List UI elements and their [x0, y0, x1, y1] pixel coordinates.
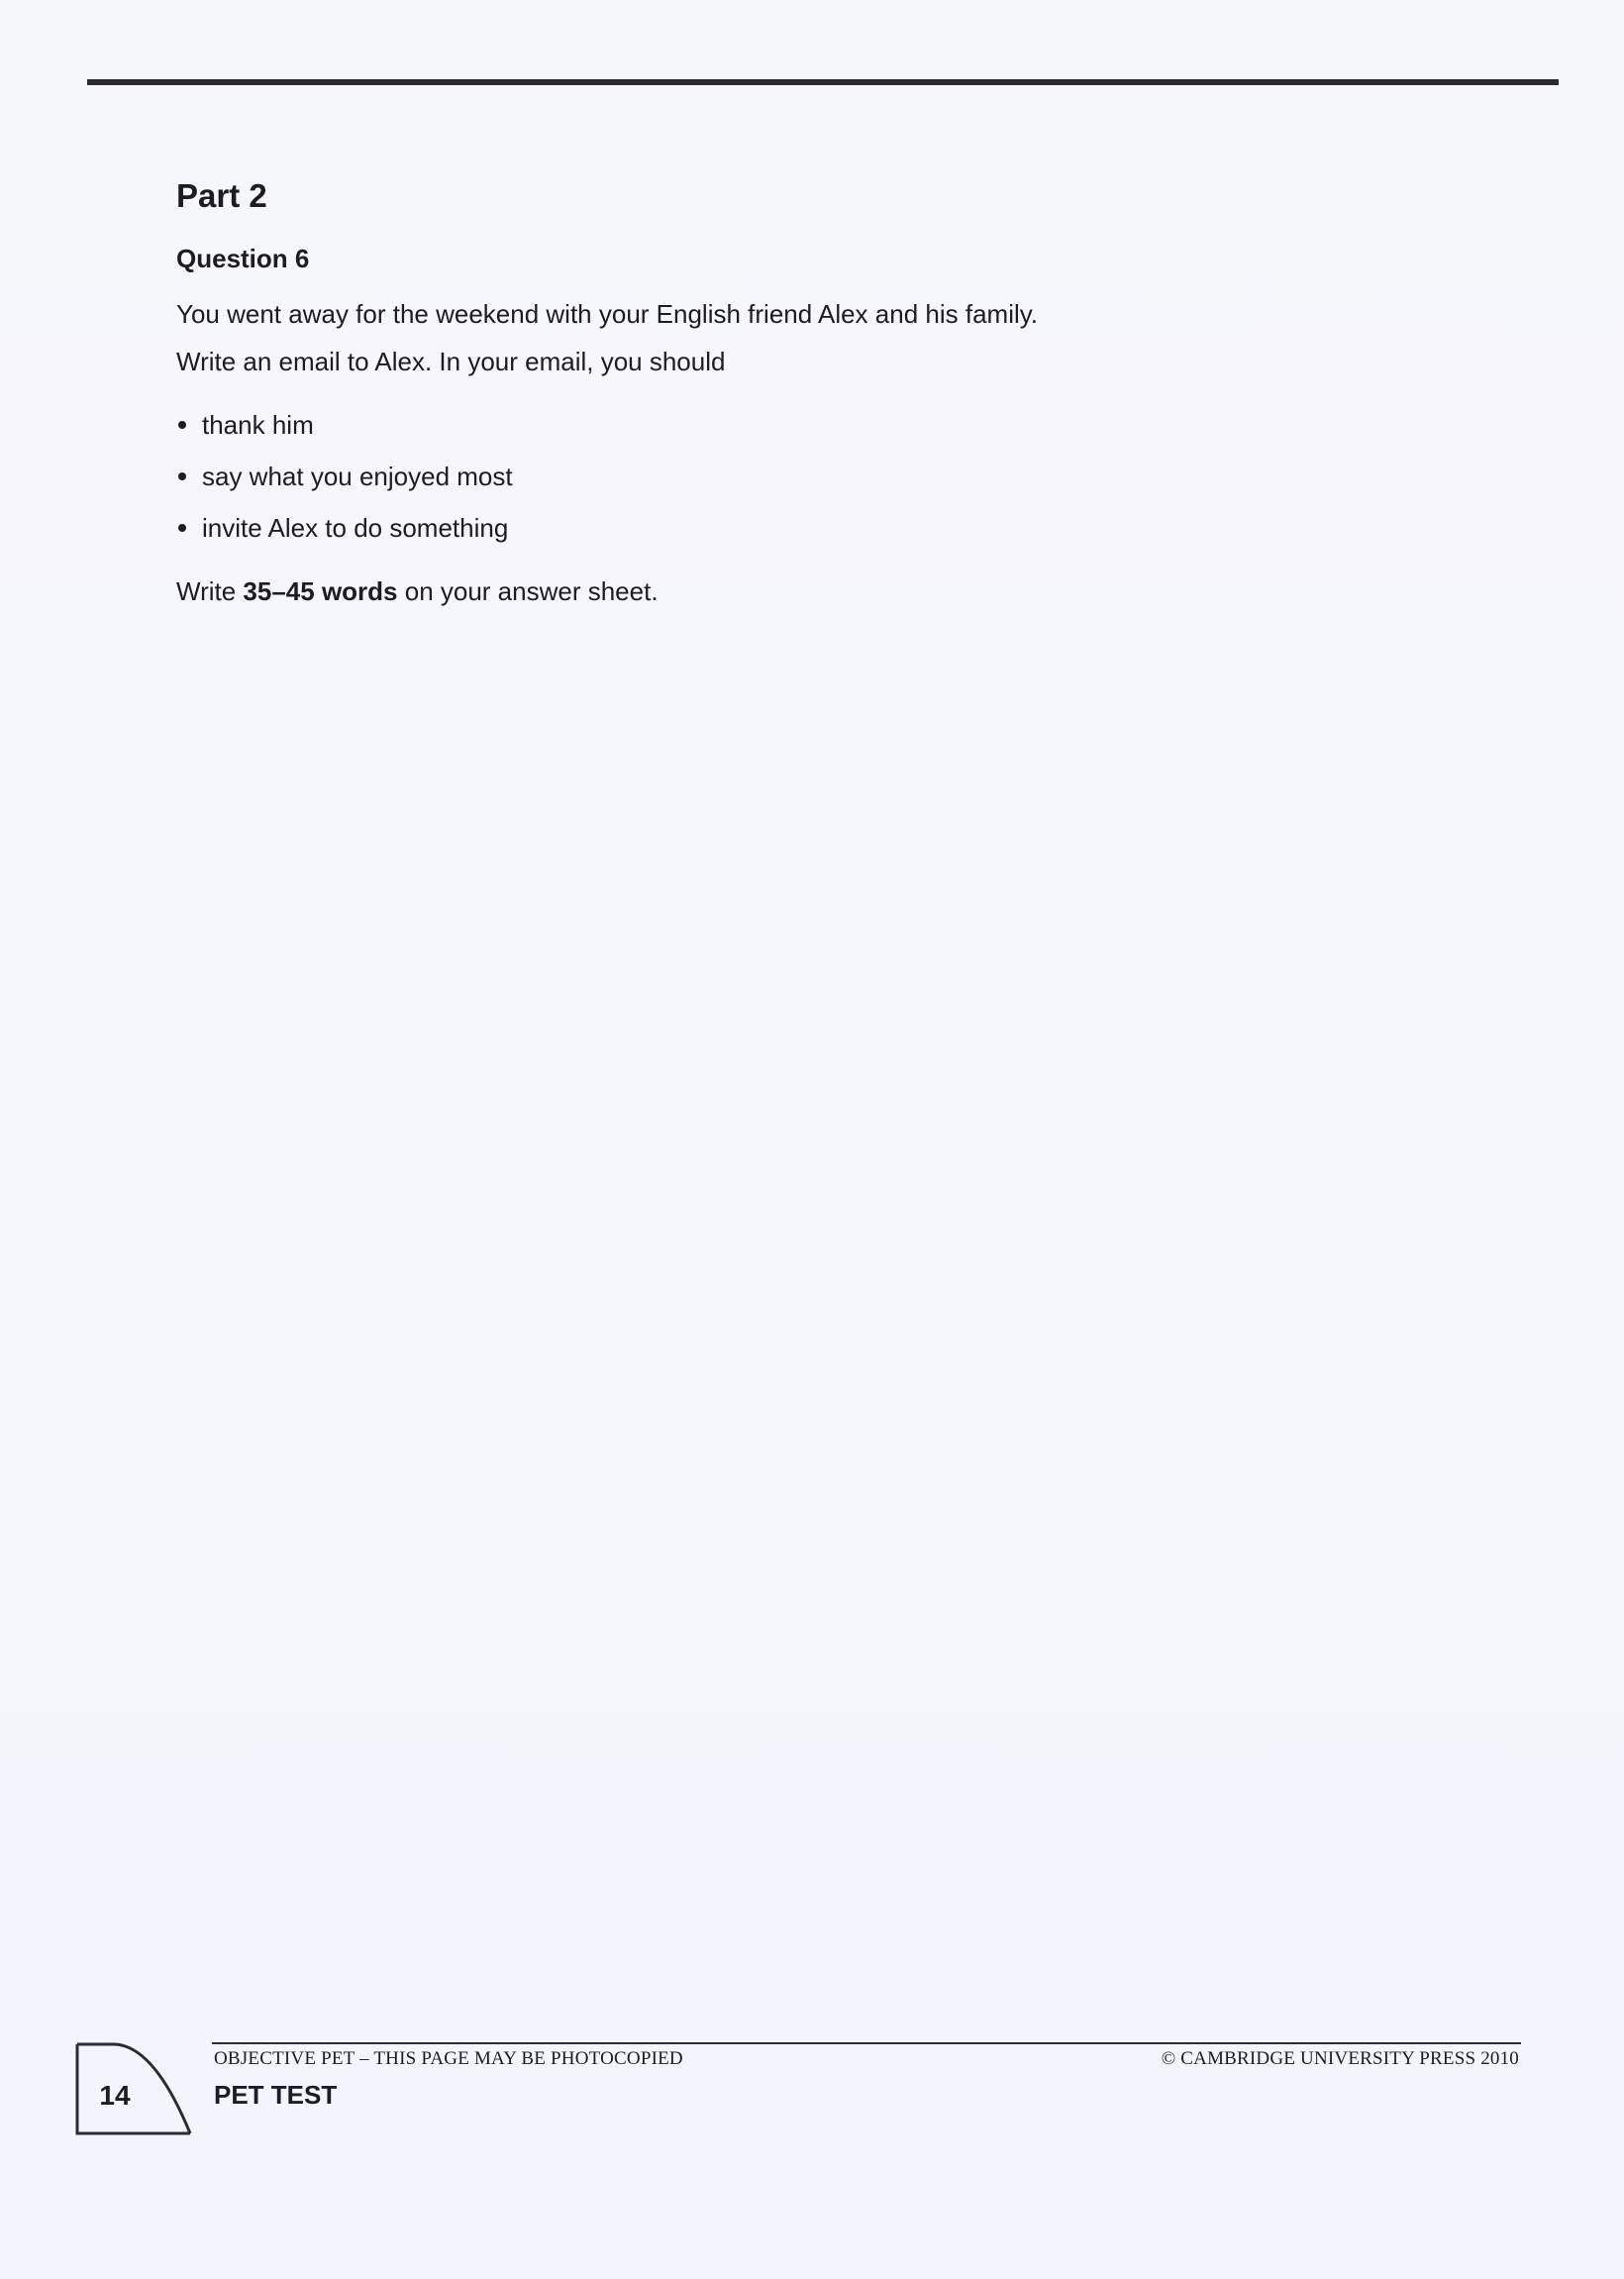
word-count-instruction [176, 574, 1464, 608]
instruction-word-count: 35–45 words [243, 576, 398, 606]
footer-rule [212, 2042, 1521, 2044]
page-number: 14 [99, 2080, 131, 2111]
section-title: PET TEST [214, 2080, 338, 2110]
task-bullet-text: say what you enjoyed most [202, 462, 513, 491]
question-content [176, 176, 1464, 608]
task-bullet [176, 408, 1464, 442]
intro-text: You went away for the weekend with your English friend Alex and his family. [176, 299, 1039, 329]
bullet-icon [178, 421, 186, 429]
instruction-post: on your answer sheet. [397, 576, 659, 606]
part-title: Part 2 [176, 177, 267, 214]
instruction-pre: Write [176, 576, 244, 606]
task-bullet-list [176, 408, 1464, 545]
photocopy-notice: OBJECTIVE PET – THIS PAGE MAY BE PHOTOCOPIED [214, 2048, 683, 2069]
bullet-icon [178, 524, 186, 532]
question-title: Question 6 [176, 244, 310, 273]
task-bullet-text: invite Alex to do something [202, 513, 509, 543]
top-rule [87, 79, 1559, 85]
copyright-notice: © CAMBRIDGE UNIVERSITY PRESS 2010 [1161, 2048, 1519, 2069]
task-bullet [176, 460, 1464, 493]
task-bullet-text: thank him [202, 410, 314, 440]
task-bullet [176, 511, 1464, 545]
task-text: Write an email to Alex. In your email, you should [176, 347, 726, 376]
bullet-icon [178, 472, 186, 480]
